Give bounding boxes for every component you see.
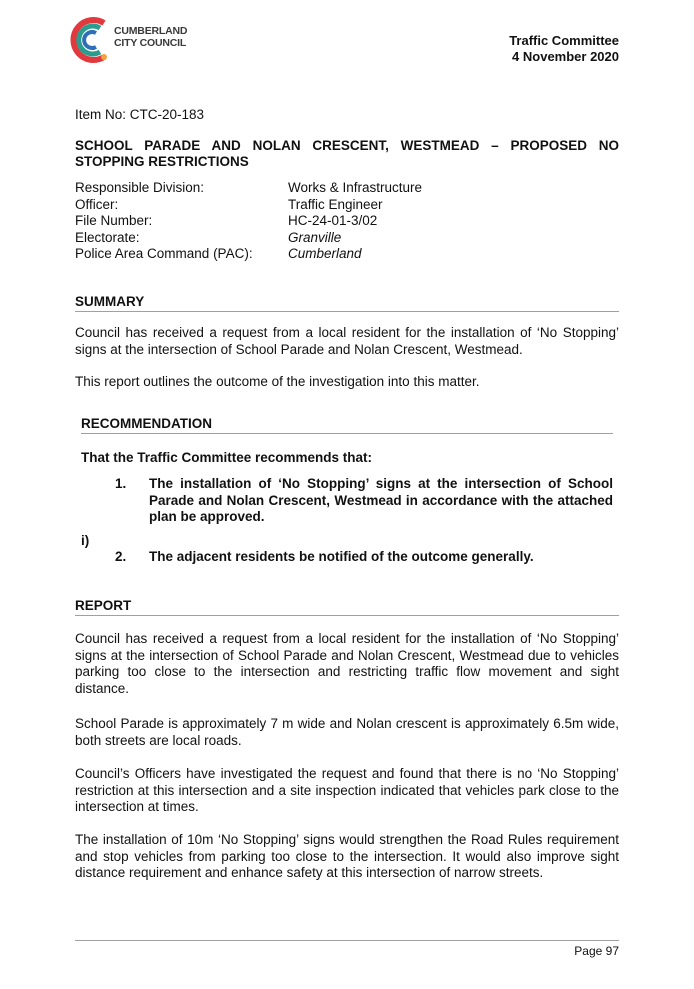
report-title: SCHOOL PARADE AND NOLAN CRESCENT, WESTMEAD – PROPOSED NO STOPPING RESTRICTIONS (75, 138, 619, 169)
item-number: Item No: CTC-20-183 (75, 107, 205, 122)
detail-row (75, 180, 422, 197)
summary-paragraph: Council has received a request from a local resident for the installation of ‘No Stopping’ signs at the intersection of School Parade and Nolan Crescent, Westmead. (75, 325, 619, 357)
footer-divider (75, 940, 619, 941)
report-details (75, 180, 422, 263)
report-paragraph: Council’s Officers have investigated the request and found that there is no ‘No Stopping’ restriction at this intersection and a site inspection indicated that vehicles park close to the intersection at times. (75, 766, 619, 814)
summary-heading: SUMMARY (75, 294, 619, 312)
detail-row (75, 246, 422, 263)
detail-row (75, 213, 422, 230)
recommendation-number: 2. (115, 549, 127, 564)
recommendation-item (115, 549, 613, 566)
roman-numeral: i) (81, 533, 90, 548)
detail-label: Police Area Command (PAC): (75, 246, 253, 261)
report-paragraph: Council has received a request from a local resident for the installation of ‘No Stopping’ signs at the intersection of School Parade and Nolan Crescent, Westmead due to vehicles parking too close to the intersection and restricting traffic flow movement and sight distance. (75, 631, 619, 696)
detail-label: Responsible Division: (75, 180, 205, 195)
detail-row (75, 197, 422, 214)
recommendation-heading: RECOMMENDATION (81, 416, 613, 434)
detail-label: Officer: (75, 196, 119, 212)
recommendation-number: 1. (115, 476, 127, 491)
detail-value: Traffic Engineer (288, 196, 383, 212)
council-logo-icon (66, 12, 112, 68)
logo-line-2: CITY COUNCIL (114, 37, 187, 49)
recommendation-text: The installation of ‘No Stopping’ signs at the intersection of School Parade and Nolan Crescent, Westmead in accordance with the attached plan be approved. (149, 476, 613, 524)
detail-label: Electorate: (75, 229, 140, 245)
detail-row (75, 230, 422, 247)
recommendation-text: The adjacent residents be notified of the outcome generally. (149, 549, 534, 564)
logo-text (114, 25, 187, 49)
detail-value: HC-24-01-3/02 (288, 213, 378, 228)
report-paragraph: School Parade is approximately 7 m wide and Nolan crescent is approximately 6.5m wide, both streets are local roads. (75, 716, 619, 748)
recommendation-item (115, 476, 613, 526)
recommendation-intro: That the Traffic Committee recommends that: (81, 450, 373, 465)
logo-line-1: CUMBERLAND (114, 25, 188, 37)
council-logo (66, 12, 196, 68)
detail-value: Granville (288, 229, 342, 245)
summary-paragraph: This report outlines the outcome of the investigation into this matter. (75, 374, 480, 389)
meeting-date: 4 November 2020 (512, 49, 619, 64)
report-paragraph: The installation of 10m ‘No Stopping’ signs would strengthen the Road Rules requirement and stop vehicles from parking too close to the intersection. It would also improve sight distance requirement and enhance safety at this intersection of narrow streets. (75, 832, 619, 880)
committee-name: Traffic Committee (509, 33, 619, 48)
report-heading: REPORT (75, 598, 619, 616)
detail-value: Works & Infrastructure (288, 180, 423, 195)
detail-value: Cumberland (288, 246, 362, 261)
page-header (509, 33, 619, 65)
page-number: Page 97 (574, 944, 619, 958)
detail-label: File Number: (75, 213, 153, 228)
